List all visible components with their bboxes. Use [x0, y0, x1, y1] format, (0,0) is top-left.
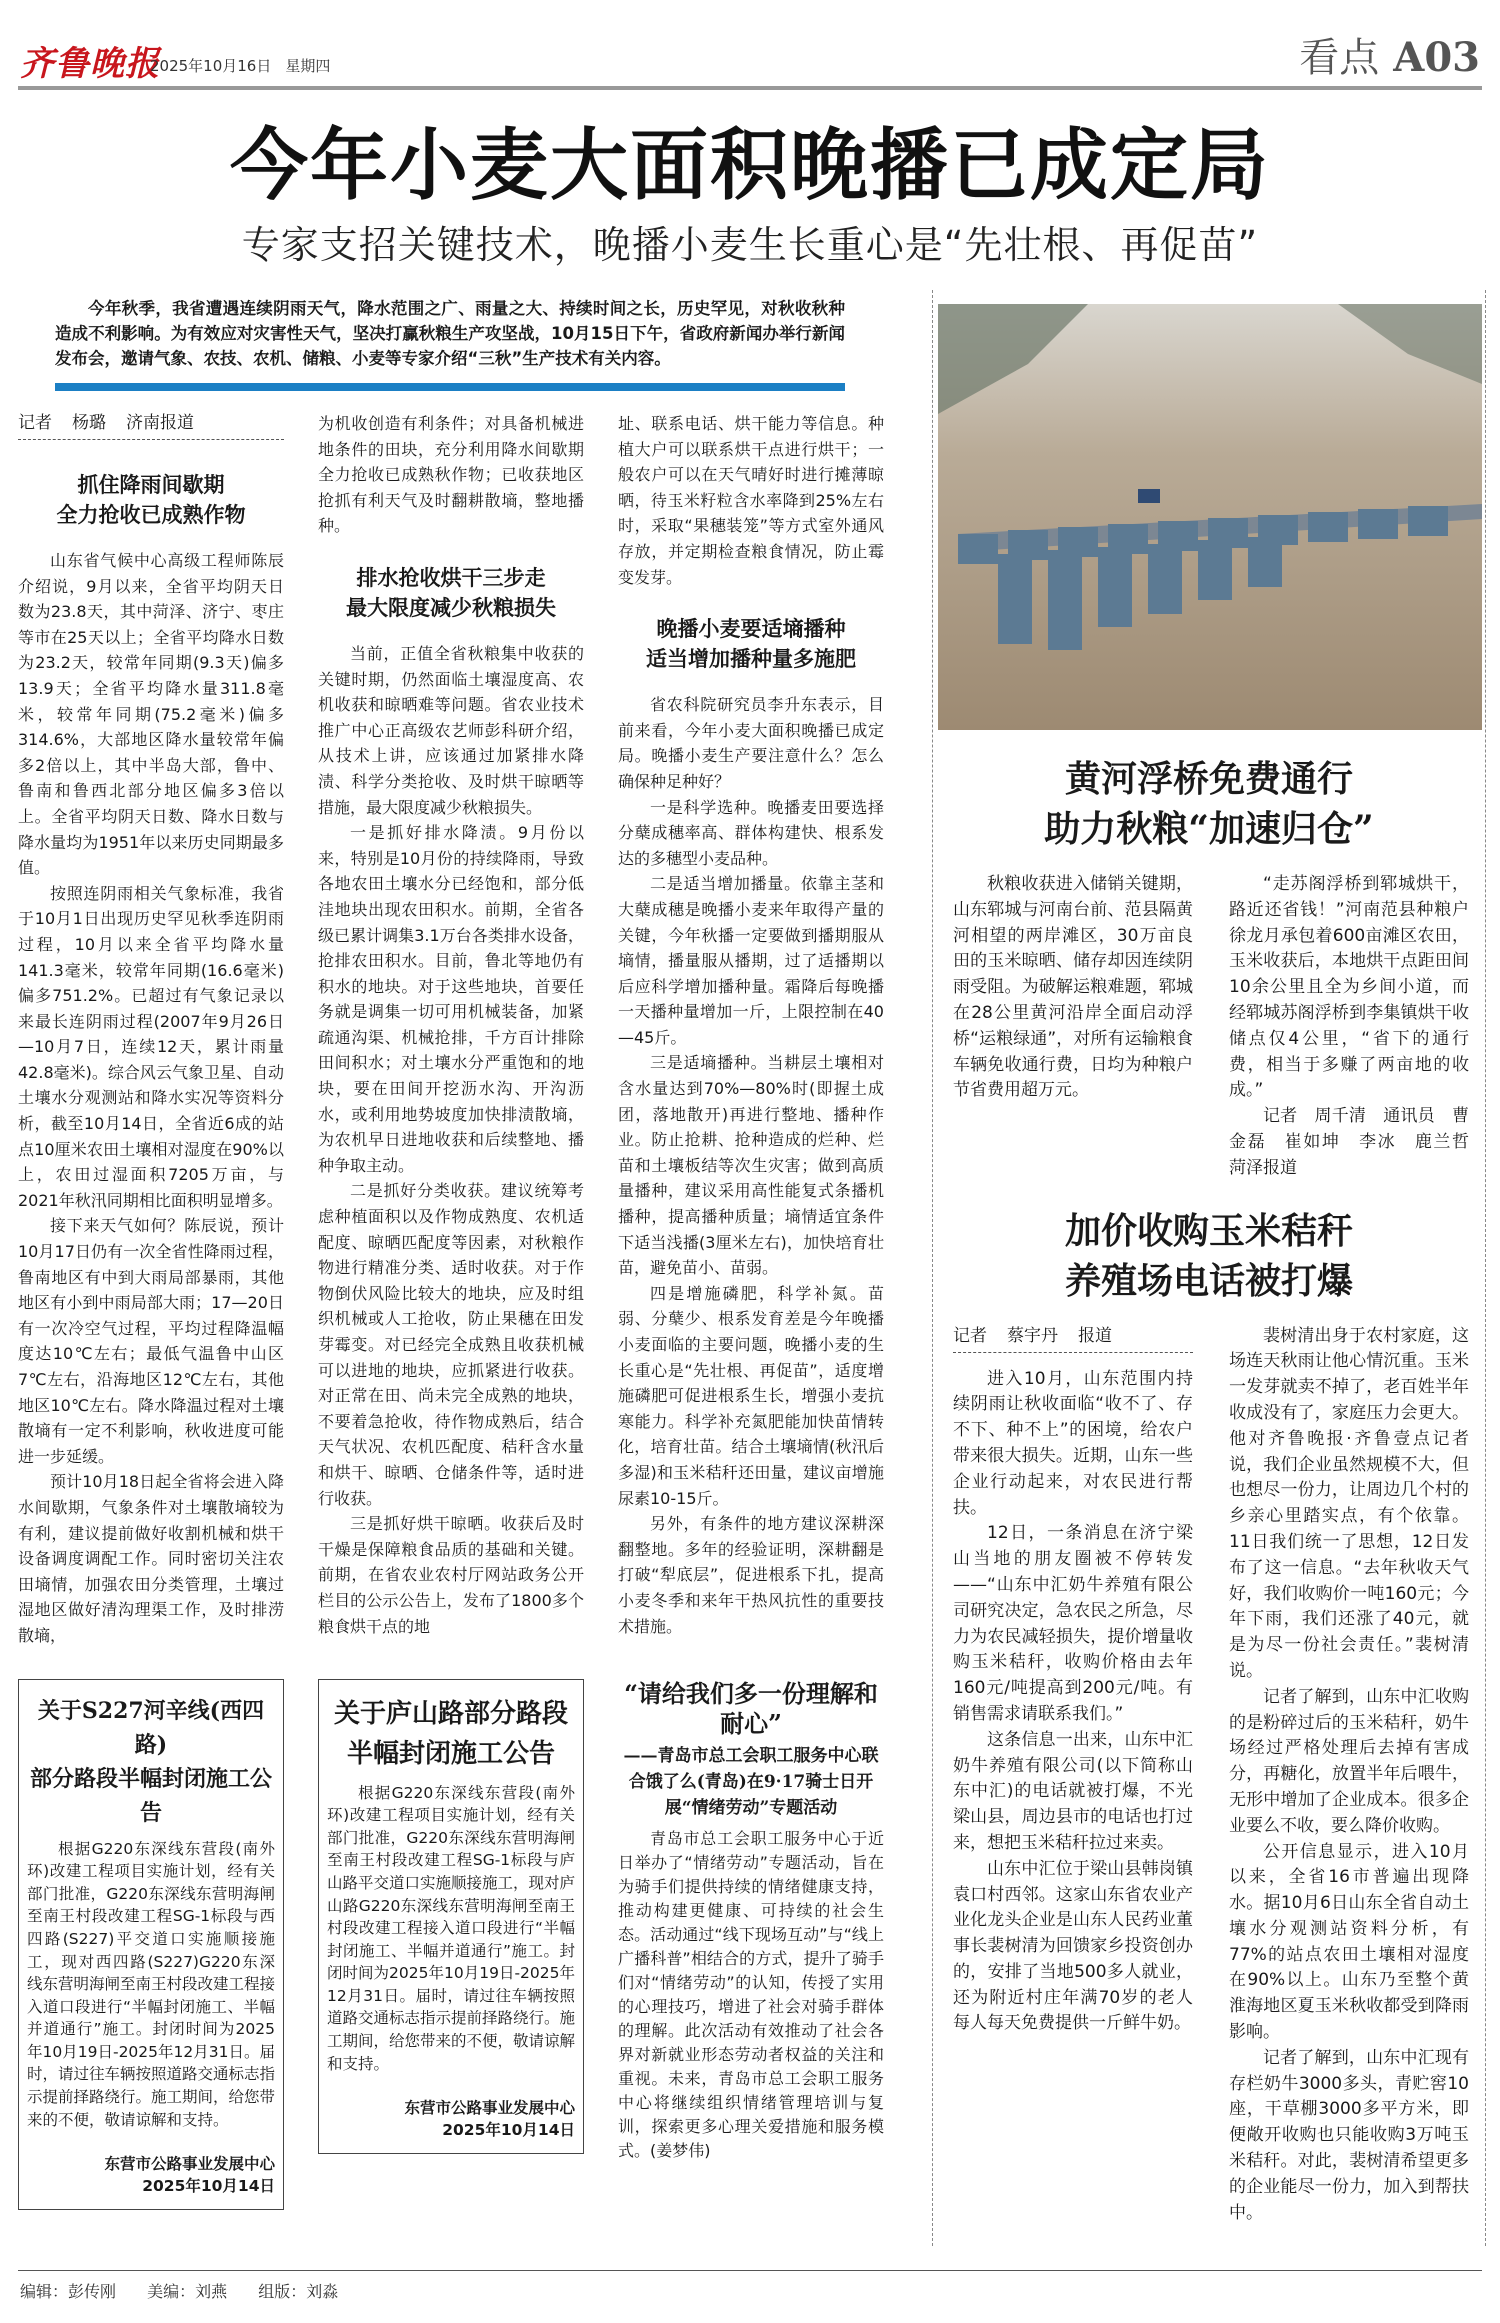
paragraph: 公开信息显示，进入10月以来，全省16市普遍出现降水。据10月6日山东全省自动土壤水分观测站资料分析，有77%的站点农田土壤相对湿度在90%以上。山东乃至整个黄淮海地区夏玉米秋收都受到降雨影响。 [1229, 1841, 1469, 2043]
title-line: 养殖场电话被打爆 [1064, 1259, 1353, 1302]
paragraph: 山东省气候中心高级工程师陈辰介绍说，9月以来，全省平均阴天日数为23.8天，其中菏泽、济宁、枣庄等市在25天以上；全省平均降水日数为23.2天，较常年同期(9.3天)偏多13.9天；全省平均降水量311.8毫米，较常年同期(75.2毫米)偏多314.6%，大部地区降水量较常年偏多2倍以上，其中半岛大部，鲁中、鲁南和鲁西北部分地区偏多3倍以上。全省平均阴天日数、降水日数与降水量均为1951年以来历史同期最多值。 [18, 551, 284, 878]
road-closure-notice-lushan [318, 1679, 584, 2155]
left-area [18, 290, 888, 2210]
paragraph: 一是抓好排水降渍。9月份以来，特别是10月份的持续降雨，导致各地农田土壤水分已经饱和，部分低洼地块出现农田积水。前期，全省各级已累计调集3.1万台各类排水设备，抢排农田积水。目前，鲁北等地仍有积水的地块。对于这些地块，首要任务就是调集一切可用机械装备，加紧疏通沟渠、机械抢排，千方百计排除田间积水；对土壤水分严重饱和的地块，要在田间开挖沥水沟、开沟沥水，或利用地势坡度加快排渍散墒，为农机早日进地收获和后续整地、播种争取主动。 [318, 823, 584, 1175]
byline-tag: 报道 [1078, 1325, 1112, 1346]
article-column-1 [18, 411, 284, 1649]
paragraph: 一是科学选种。晚播麦田要选择分蘖成穗率高、群体构建快、根系发达的多穗型小麦品种。 [618, 797, 884, 868]
weekday-text: 星期四 [285, 57, 331, 75]
notice-body: 根据G220东深线东营段(南外环)改建工程项目实施计划，经有关部门批准，G220东深线东营明海闸至南王村段改建工程SG-1标段与庐山路平交道口实施顺接施工，现对庐山路G220东深线东营明海闸至南王村段改建工程接入道口段进行“半幅封闭施工、半幅并道通行”施工。封闭时间为2025年10月19日-2025年12月31日。届时，请过往车辆按照道路交通标志指示提前择路绕行。施工期间，给您带来的不便，敬请谅解和支持。 [327, 1783, 576, 2073]
paragraph: 预计10月18日起全省将会进入降水间歇期，气象条件对土壤散墒较为有利，建议提前做好收割机械和烘干设备调度调配工作。同时密切关注农田墒情，加强农田分类管理，土壤过湿地区做好清沟理渠工作，及时排涝散墒， [18, 1472, 284, 1645]
notice-title [27, 1694, 275, 1830]
byline-author: 杨璐 [72, 413, 106, 433]
byline-location: 济南报道 [126, 413, 194, 433]
straw-article-body [933, 1324, 1485, 2227]
main-article [18, 411, 888, 1649]
article-body: 青岛市总工会职工服务中心于近日举办了“情绪劳动”专题活动，旨在为骑手们提供持续的情绪健康支持，推动构建更健康、可持续的社会生态。活动通过“线下现场互动”与“线上广播科普”相结合的方式，提升了骑手们对“情绪劳动”的认知，传授了实用的心理技巧，增进了社会对骑手群体的理解。此次活动有效推动了社会各界对新就业形态劳动者权益的关注和重视。未来，青岛市总工会职工服务中心将继续组织情绪管理培训与复训，探索更多心理关爱措施和服务模式。(姜梦伟) [618, 1828, 884, 2160]
byline [953, 1324, 1193, 1353]
heading-line: 排水抢收烘干三步走 [356, 564, 546, 590]
paragraph: 三是抓好烘干晾晒。收获后及时干燥是保障粮食品质的基础和关键。前期，在省农业农村厅网站政务公开栏目的公示公告上，发布了1800多个粮食烘干点的地 [318, 1514, 584, 1636]
paragraph: 按照连阴雨相关气象标准，我省于10月1日出现历史罕见秋季连阴雨过程，10月以来全省平均降水量141.3毫米，较常年同期(16.6毫米)偏多751.2%。已超过有气象记录以来最长连阴雨过程(2007年9月26日—10月7日，连续12天，累计雨量42.8毫米)。综合风云气象卫星、自动土壤水分观测站和降水实况等资料分析，截至10月14日，全省近6成的站点10厘米农田土壤相对湿度在90%以上，农田过湿面积7205万亩，与2021年秋汛同期相比面积明显增多。 [18, 883, 284, 1210]
bottom-row [18, 1679, 888, 2211]
heading-line: 最大限度减少秋粮损失 [346, 594, 556, 620]
paragraph: 山东中汇位于梁山县韩岗镇袁口村西邻。这家山东省农业产业化龙头企业是山东人民药业董事长裴树清为回馈家乡投资创办的，安排了当地500多人就业，还为附近村庄年满70岁的老人每人每天免费提供一斤鲜牛奶。 [953, 1858, 1193, 2034]
article-text [618, 1827, 884, 2163]
notice-date: 2025年10月14日 [142, 2177, 275, 2196]
title-line: 关于庐山路部分路段 [333, 1698, 568, 1729]
straw-article-col-2 [1229, 1324, 1469, 2227]
paragraph: 另外，有条件的地方建议深耕深翻整地。多年的经验证明，深耕翻是打破“犁底层”，促进根系下扎，提高小麦冬季和来年干热风抗性的重要技术措施。 [618, 1514, 884, 1636]
article-subtitle: ——青岛市总工会职工服务中心联合饿了么(青岛)在9·17骑士日开展“情绪劳动”专题活动 [623, 1745, 879, 1818]
title-line: 半幅封闭施工公告 [346, 1738, 555, 1769]
paragraph: 为机收创造有利条件；对具备机械进地条件的田块，充分利用降水间歇期全力抢收已成熟秋作物；已收获地区抢抓有利天气及时翻耕散墒，整地播种。 [318, 414, 584, 536]
section-heading-1 [18, 470, 284, 530]
title-line: 加价收购玉米秸秆 [1064, 1209, 1353, 1252]
notice-signature [27, 2153, 275, 2197]
page-credits [18, 2270, 1482, 2323]
section-heading-2 [318, 563, 584, 623]
paragraph: 裴树清出身于农村家庭，这场连天秋雨让他心情沉重。玉米一发芽就卖不掉了，老百姓半年收成没有了，家庭压力会更大。他对齐鲁晚报·齐鲁壹点记者说，我们企业虽然规模不大，但也想尽一份力，让周边几个村的乡亲心里踏实点，有个依靠。11日我们统一了思想，12日发布了这一信息。“去年秋收天气好，我们收购价一吨160元；今年下雨，我们还涨了40元，就是为尽一份社会责任。”裴树清说。 [1229, 1325, 1469, 1681]
editor-credit: 编辑：彭传刚 [20, 2282, 117, 2302]
paragraph: 记者了解到，山东中汇收购的是粉碎过后的玉米秸秆，奶牛场经过严格处理后去掉有害成分，再糖化，放置半年后喂牛，无形中增加了企业成本。很多企业要么不收，要么降价收购。 [1229, 1686, 1469, 1836]
accent-bar [55, 383, 845, 391]
date-text: 2025年10月16日 [150, 57, 272, 75]
paragraph: 秋粮收获进入储销关键期，山东郓城与河南台前、范县隔黄河相望的两岸滩区，30万亩良田的玉米晾晒、储存却因连续阴雨受阻。为破解运粮难题，郓城在28公里黄河沿岸全面启动浮桥“运粮绿通”，对所有运输粮食车辆免收通行费，日均为种粮户节省费用超万元。 [953, 874, 1193, 1101]
road-closure-notice-s227 [18, 1679, 284, 2211]
paragraph: 二是抓好分类收获。建议统筹考虑种植面积以及作物成熟度、农机适配度、晾晒匹配度等因素，对秋粮作物进行精准分类、适时收获。对于作物倒伏风险比较大的地块，应及时组织机械或人工抢收，防止果穗在田发芽霉变。对已经完全成熟且收获机械可以进地的地块，应抓紧进行收获。对正常在田、尚未完全成熟的地块，不要着急抢收，待作物成熟后，结合天气状况、农机匹配度、秸秆含水量和烘干、晾晒、仓储条件等，适时进行收获。 [318, 1181, 584, 1508]
qingdao-article [618, 1679, 884, 2163]
byline-author: 蔡宇丹 [1007, 1325, 1058, 1346]
title-line: 黄河浮桥免费通行 [1064, 758, 1353, 800]
paragraph: 进入10月，山东范围内持续阴雨让秋收面临“收不了、存不下、种不上”的困境，给农户带来很大损失。近期，山东一些企业行动起来，对农民进行帮扶。 [953, 1368, 1193, 1518]
layout-credit: 组版：刘淼 [258, 2282, 339, 2302]
page-title: 今年小麦大面积晚播已成定局 [229, 120, 1270, 211]
bridge-article-body [933, 872, 1485, 1182]
title-line: 部分路段半幅封闭施工公告 [29, 1765, 272, 1826]
paragraph: 接下来天气如何？陈辰说，预计10月17日仍有一次全省性降雨过程，鲁南地区有中到大雨局部暴雨，其他地区有小到中雨局部大雨；17—20日有一次冷空气过程，平均过程降温幅度达10℃左右；最低气温鲁中山区7℃左右，沿海地区12℃左右，其他地区10℃左右。降水降温过程对土壤散墒有一定不利影响，秋收进度可能进一步延缓。 [18, 1216, 284, 1466]
paragraph: 二是适当增加播量。依靠主茎和大蘖成穗是晚播小麦来年取得产量的关键，今年秋播一定要做到播期服从墒情，播量服从播期，过了适播期以后应科学增加播种量。霜降后每晚播一天播种量增加一斤，上限控制在40—45斤。 [618, 874, 884, 1047]
heading-line: 晚播小麦要适墒播种 [656, 616, 846, 642]
title-line: 助力秋粮“加速归仓” [1044, 808, 1374, 850]
paragraph: 三是适墒播种。当耕层土壤相对含水量达到70%—80%时(即握土成团，落地散开)再进行整地、播种作业。防止抢耕、抢种造成的烂种、烂苗和土壤板结等次生灾害；做到高质量播种，建议采用高性能复式条播机播种，提高播种质量；墒情适宜条件下适当浅播(3厘米左右)，加快培育壮苗，避免苗小、苗弱。 [618, 1053, 884, 1278]
straw-article-col-1 [953, 1324, 1193, 2038]
heading-line: 全力抢收已成熟作物 [56, 502, 246, 527]
section-heading-3 [618, 614, 884, 674]
article-column-2 [318, 411, 584, 1639]
straw-article-title [933, 1206, 1485, 1306]
bridge-article-title [933, 754, 1485, 854]
pontoon-bridge-photo [938, 304, 1482, 730]
section-name: 看点 [1299, 35, 1380, 81]
notice-body: 根据G220东深线东营段(南外环)改建工程项目实施计划，经有关部门批准，G220东深线东营明海闸至南王村段改建工程SG-1标段与西四路(S227)平交道口实施顺接施工，现对西四路(S227)G220东深线东营明海闸至南王村段改建工程接入道口段进行“半幅封闭施工、半幅并道通行”施工。封闭时间为2025年10月19日-2025年12月31日。届时，请过往车辆按照道路交通标志指示提前择路绕行。施工期间，给您带来的不便，敬请谅解和支持。 [27, 1839, 276, 2129]
paragraph: 当前，正值全省秋粮集中收获的关键时期，仍然面临土壤湿度高、农机收获和晾晒难等问题。省农业技术推广中心正高级农艺师彭科研介绍，从技术上讲，应该通过加紧排水降渍、科学分类抢收、及时烘干晾晒等措施，最大限度减少秋粮损失。 [318, 643, 584, 817]
bridge-article-col-1 [953, 872, 1193, 1104]
notice-issuer: 东营市公路事业发展中心 [104, 2155, 275, 2174]
byline-role: 记者 [18, 413, 52, 433]
paragraph: “走苏阁浮桥到郓城烘干，路近还省钱！”河南范县种粮户徐龙月承包着600亩滩区农田，玉米收获后，本地烘干点距田间10余公里且全为乡间小道，而经郓城苏阁浮桥到李集镇烘干收储点仅4公里，“省下的通行费，相当于多赚了两亩地的收成。” [1229, 874, 1469, 1101]
heading-line: 适当增加播种量多施肥 [646, 646, 856, 672]
bridge-article-col-2 [1229, 872, 1486, 1182]
designer-credit: 美编：刘燕 [147, 2282, 228, 2302]
notice-issuer: 东营市公路事业发展中心 [404, 2099, 575, 2118]
paragraph: 12日，一条消息在济宁梁山当地的朋友圈被不停转发——“山东中汇奶牛养殖有限公司研究决定，急农民之所急，尽力为农民减轻损失，提价增量收购玉米秸秆，收购价格由去年160元/吨提高到200元/吨。有销售需求请联系我们。” [953, 1523, 1193, 1724]
heading-line: 抓住降雨间歇期 [77, 472, 225, 497]
article-column-3 [618, 411, 884, 1639]
page-subtitle: 专家支招关键技术，晚播小麦生长重心是“先壮根、再促苗” [241, 223, 1259, 267]
byline-role: 记者 [953, 1325, 987, 1346]
right-column-frame [932, 290, 1486, 2246]
title-line: 关于S227河辛线(西四路) [37, 1697, 265, 1758]
paragraph: 省农科院研究员李升东表示，目前来看，今年小麦大面积晚播已成定局。晚播小麦生产要注意什么？怎么确保种足种好？ [618, 695, 884, 791]
paragraph: 这条信息一出来，山东中汇奶牛养殖有限公司(以下简称山东中汇)的电话就被打爆，不光梁山县，周边县市的电话也打过来，想把玉米秸秆拉过来卖。 [953, 1729, 1193, 1853]
byline [18, 411, 284, 440]
page-number: A03 [1393, 34, 1480, 81]
notice-date: 2025年10月14日 [442, 2121, 575, 2140]
paragraph: 址、联系电话、烘干能力等信息。种植大户可以联系烘干点进行烘干；一般农户可以在天气晴好时进行摊薄晾晒，待玉米籽粒含水率降到25%左右时，采取“果穗装笼”等方式室外通风存放，并定期检查粮食情况，防止霉变发芽。 [618, 414, 884, 587]
newspaper-logo: 齐鲁晚报 [20, 44, 160, 84]
paragraph: 记者了解到，山东中汇现有存栏奶牛3000多头，青贮窖10座，干草棚3000多平方米，即便敞开收购也只能收购3万吨玉米秸秆。对此，裴树清希望更多的企业能尽一份力，加入到帮扶中。 [1229, 2047, 1469, 2223]
notice-signature [327, 2097, 575, 2141]
article-title: “请给我们多一份理解和耐心” [624, 1678, 878, 1738]
lead-paragraph: 今年秋季，我省遭遇连续阴雨天气，降水范围之广、雨量之大、持续时间之长，历史罕见，对秋收秋种造成不利影响。为有效应对灾害性天气，坚决打赢秋粮生产攻坚战，10月15日下午，省政府新闻办举行新闻发布会，邀请气象、农技、农机、储粮、小麦等专家介绍“三秋”生产技术有关内容。 [55, 299, 845, 368]
bridge-byline: 记者 周千清 通讯员 曹金磊 崔如坤 李冰 鹿兰哲 菏泽报道 [1229, 1106, 1486, 1178]
notice-title [327, 1694, 575, 1774]
paragraph: 四是增施磷肥，科学补氮。苗弱、分蘖少、根系发育差是今年晚播小麦面临的主要问题，晚播小麦的生长重心是“先壮根、再促苗”，适度增施磷肥可促进根系生长，增强小麦抗寒能力。科学补充氮肥能加快苗情转化，培育壮苗。结合土壤墒情(秋汛后多湿)和玉米秸秆还田量，建议亩增施尿素10-15斤。 [618, 1283, 884, 1508]
